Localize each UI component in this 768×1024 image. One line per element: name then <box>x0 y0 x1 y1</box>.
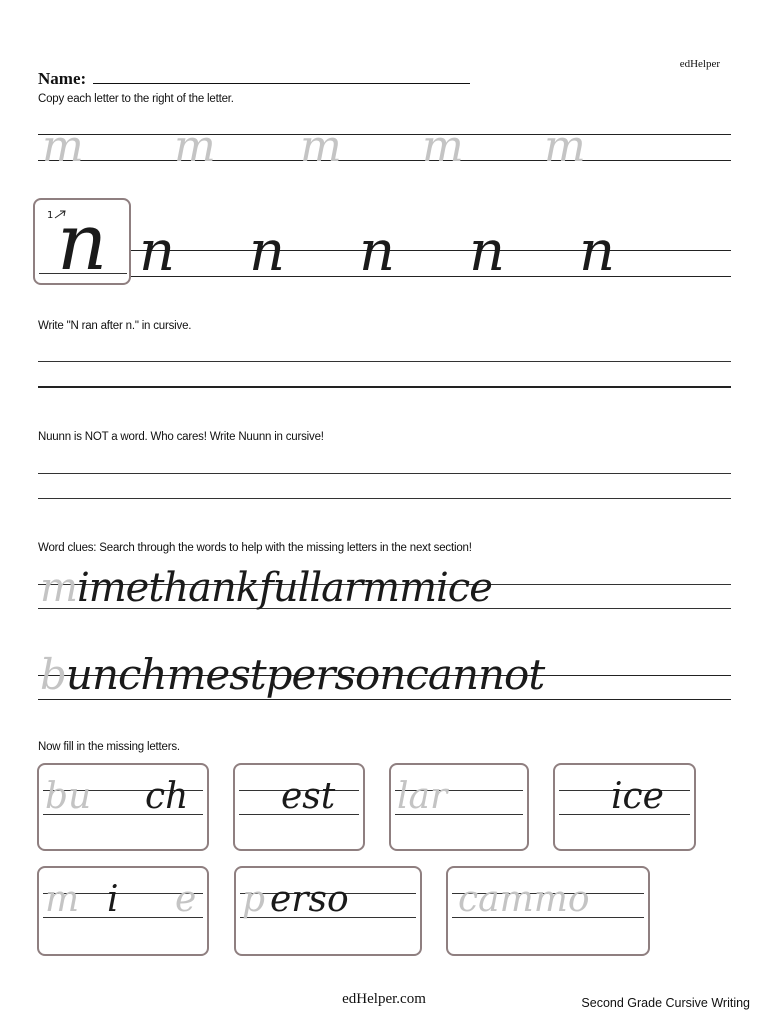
traced-letter: m <box>544 121 586 172</box>
writing-line[interactable] <box>38 473 731 474</box>
stroke-order-number: 1 <box>47 210 54 221</box>
copy-instruction: Copy each letter to the right of the letter. <box>38 93 234 105</box>
fill-in-box[interactable] <box>37 763 209 851</box>
fill-in-box[interactable] <box>446 866 650 956</box>
traced-letter: n <box>469 219 506 284</box>
traced-letter: m <box>42 121 84 172</box>
ink-letters: i <box>107 879 119 920</box>
name-label: Name: <box>38 69 87 88</box>
name-line <box>93 83 470 84</box>
footer-brand: edHelper.com <box>342 991 426 1007</box>
fill-in-box[interactable] <box>389 763 529 851</box>
writing-line[interactable] <box>38 361 731 362</box>
ghost-letters: lar <box>397 776 448 817</box>
writing-line[interactable] <box>38 386 731 388</box>
ghost-letters: bu <box>45 776 92 817</box>
word-clue-text: mimethankfullarmmice <box>40 565 492 611</box>
ink-letters: erso <box>270 879 349 920</box>
m-practice-row <box>38 114 731 172</box>
traced-letter: n <box>579 219 616 284</box>
traced-letter: n <box>249 219 286 284</box>
baseline <box>131 276 731 277</box>
sentence-instruction: Write "N ran after n." in cursive. <box>38 320 192 332</box>
ink-letters: ice <box>611 776 664 817</box>
writing-line[interactable] <box>38 498 731 499</box>
traced-letter: m <box>422 121 464 172</box>
headline <box>131 250 731 251</box>
ghost-letters: cammo <box>458 879 590 920</box>
ghost-letters: p <box>242 879 266 920</box>
ghost-letters: e <box>175 879 197 920</box>
word-clues-instruction: Word clues: Search through the words to help with the missing letters in the next section! <box>38 542 472 554</box>
fill-in-box[interactable] <box>553 763 696 851</box>
ink-letters: ch <box>145 776 189 817</box>
traced-letter: m <box>174 121 216 172</box>
footer-subject: Second Grade Cursive Writing <box>581 996 750 1010</box>
baseline <box>38 160 731 161</box>
word-clue-row-2 <box>38 648 731 728</box>
model-letter: n <box>57 198 108 288</box>
baseline <box>38 699 731 700</box>
fill-in-instruction: Now fill in the missing letters. <box>38 741 180 753</box>
word-clue-row-1 <box>38 562 731 642</box>
fill-in-box[interactable] <box>37 866 209 956</box>
n-practice-row <box>131 219 731 284</box>
traced-letter: m <box>300 121 342 172</box>
model-letter-box <box>33 198 131 288</box>
fill-in-box[interactable] <box>234 866 422 956</box>
word-clue-text: bunchmestpersoncannot <box>40 650 545 699</box>
traced-letter: n <box>139 219 176 284</box>
ghost-letters: m <box>45 879 80 920</box>
fill-in-box[interactable] <box>233 763 365 851</box>
headline <box>38 134 731 135</box>
ink-letters: est <box>281 776 336 817</box>
nuunn-instruction: Nuunn is NOT a word. Who cares! Write Nuunn in cursive! <box>38 431 324 443</box>
brand-header: edHelper <box>679 58 720 70</box>
traced-letter: n <box>359 219 396 284</box>
